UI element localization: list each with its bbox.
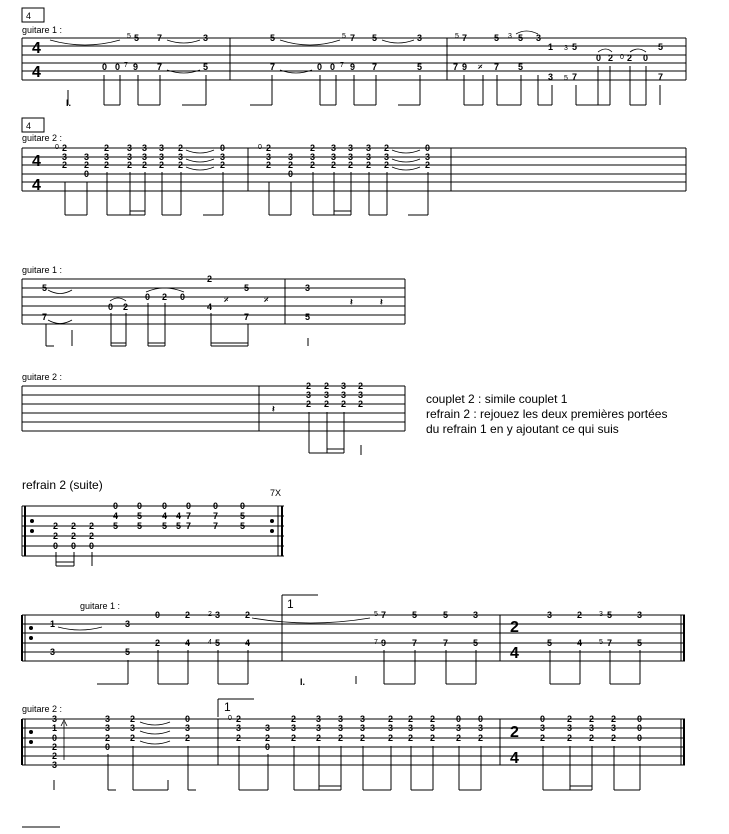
svg-text:3: 3	[348, 152, 354, 162]
svg-text:2: 2	[52, 751, 58, 761]
svg-text:3: 3	[305, 283, 311, 293]
system-5	[22, 595, 685, 790]
svg-text:2: 2	[236, 714, 242, 724]
svg-text:0: 0	[265, 742, 271, 752]
svg-text:2: 2	[366, 160, 372, 170]
svg-text:1: 1	[52, 723, 58, 733]
svg-text:2: 2	[291, 733, 297, 743]
svg-text:5: 5	[607, 610, 613, 620]
svg-text:5: 5	[518, 62, 524, 72]
svg-text:3: 3	[142, 143, 148, 153]
svg-text:2: 2	[220, 160, 226, 170]
svg-text:3: 3	[508, 33, 512, 40]
svg-text:3: 3	[384, 152, 390, 162]
svg-text:3: 3	[105, 714, 111, 724]
refrain-suite	[22, 478, 284, 566]
rhythm-stems	[65, 172, 428, 215]
svg-text:3: 3	[341, 381, 347, 391]
svg-text:7: 7	[607, 638, 613, 648]
svg-text:2: 2	[185, 610, 191, 620]
svg-text:3: 3	[425, 152, 431, 162]
svg-text:7: 7	[340, 62, 344, 69]
svg-text:2: 2	[130, 714, 136, 724]
svg-text:0: 0	[637, 723, 643, 733]
svg-text:2: 2	[388, 714, 394, 724]
svg-text:3: 3	[540, 723, 546, 733]
svg-text:2: 2	[478, 733, 484, 743]
slash-mark: I.	[300, 677, 306, 687]
svg-text:2: 2	[105, 733, 111, 743]
svg-text:0: 0	[643, 53, 649, 63]
svg-text:3: 3	[348, 143, 354, 153]
time-sig-top: 2	[510, 619, 519, 636]
svg-text:2: 2	[185, 733, 191, 743]
svg-text:0: 0	[102, 62, 108, 72]
system-1	[22, 8, 686, 108]
svg-text:2: 2	[123, 302, 129, 312]
svg-text:2: 2	[155, 638, 161, 648]
svg-text:0: 0	[71, 541, 77, 551]
svg-text:7: 7	[453, 62, 459, 72]
svg-text:2: 2	[408, 714, 414, 724]
svg-text:2: 2	[589, 714, 595, 724]
svg-text:4: 4	[245, 638, 251, 648]
rest-icon: 𝄽	[380, 297, 383, 307]
svg-text:5: 5	[137, 511, 143, 521]
svg-text:2: 2	[71, 521, 77, 531]
svg-text:5: 5	[518, 33, 524, 43]
svg-text:3: 3	[331, 143, 337, 153]
svg-text:2: 2	[324, 399, 330, 409]
svg-text:4: 4	[207, 302, 213, 312]
svg-text:0: 0	[186, 501, 192, 511]
svg-text:4: 4	[113, 511, 119, 521]
svg-text:0: 0	[620, 54, 624, 61]
svg-text:0: 0	[637, 714, 643, 724]
svg-text:2: 2	[430, 733, 436, 743]
svg-text:2: 2	[324, 381, 330, 391]
svg-text:0: 0	[52, 733, 58, 743]
g2-notes	[52, 714, 642, 770]
svg-text:0: 0	[55, 144, 59, 151]
svg-text:0: 0	[456, 714, 462, 724]
svg-text:5: 5	[215, 638, 221, 648]
svg-text:0: 0	[213, 501, 219, 511]
svg-text:3: 3	[567, 723, 573, 733]
svg-text:3: 3	[125, 619, 131, 629]
svg-text:3: 3	[417, 33, 423, 43]
svg-text:3: 3	[62, 152, 68, 162]
svg-text:2: 2	[236, 733, 242, 743]
svg-text:3: 3	[408, 723, 414, 733]
svg-text:5: 5	[134, 33, 140, 43]
measure-3	[453, 31, 663, 105]
svg-text:2: 2	[208, 611, 212, 618]
svg-text:3: 3	[338, 723, 344, 733]
svg-text:4: 4	[208, 639, 212, 646]
ghost-strum-icon: 𝄎	[224, 295, 229, 305]
svg-text:3: 3	[178, 152, 184, 162]
rest-icon: 𝄽	[272, 404, 275, 414]
svg-text:5: 5	[658, 42, 664, 52]
svg-text:2: 2	[358, 381, 364, 391]
svg-text:2: 2	[104, 143, 110, 153]
svg-text:2: 2	[608, 53, 614, 63]
svg-text:2: 2	[316, 733, 322, 743]
svg-text:0: 0	[258, 144, 262, 151]
svg-text:3: 3	[236, 723, 242, 733]
time-sig-bottom: 4	[510, 645, 519, 662]
svg-text:2: 2	[265, 733, 271, 743]
svg-text:5: 5	[240, 511, 246, 521]
svg-text:3: 3	[215, 610, 221, 620]
svg-text:3: 3	[185, 723, 191, 733]
svg-text:7: 7	[270, 62, 276, 72]
svg-text:0: 0	[478, 714, 484, 724]
guitar2-label: guitare 2 :	[22, 133, 63, 143]
svg-text:5: 5	[455, 33, 459, 40]
guitar1-label: guitare 1 :	[22, 25, 63, 35]
ghost-strum-icon: 𝄎	[478, 62, 483, 72]
guitar1-label: guitare 1 :	[22, 265, 63, 275]
svg-text:2: 2	[577, 610, 583, 620]
svg-text:3: 3	[360, 714, 366, 724]
svg-text:2: 2	[207, 274, 213, 284]
staff-lines	[22, 148, 686, 191]
svg-text:2: 2	[611, 733, 617, 743]
svg-text:2: 2	[53, 531, 59, 541]
svg-text:2: 2	[127, 160, 133, 170]
svg-text:2: 2	[589, 733, 595, 743]
svg-text:3: 3	[105, 723, 111, 733]
svg-text:0: 0	[637, 733, 643, 743]
volta-number-g2: 1	[224, 700, 231, 714]
svg-text:5: 5	[244, 283, 250, 293]
svg-text:2: 2	[388, 733, 394, 743]
ghost-strum-icon: 𝄎	[264, 295, 269, 305]
time-sig-bottom: 4	[32, 177, 41, 194]
svg-text:2: 2	[567, 714, 573, 724]
volta-number: 1	[287, 597, 294, 611]
svg-text:0: 0	[155, 610, 161, 620]
svg-text:3: 3	[478, 723, 484, 733]
svg-text:0: 0	[113, 501, 119, 511]
svg-text:5: 5	[137, 521, 143, 531]
svg-text:5: 5	[547, 638, 553, 648]
guitar1-label: guitare 1 :	[80, 601, 121, 611]
svg-text:2: 2	[84, 160, 90, 170]
svg-text:9: 9	[381, 638, 387, 648]
svg-text:3: 3	[142, 152, 148, 162]
svg-text:7: 7	[443, 638, 449, 648]
svg-text:2: 2	[178, 160, 184, 170]
svg-text:3: 3	[360, 723, 366, 733]
svg-text:2: 2	[52, 742, 58, 752]
svg-text:2: 2	[456, 733, 462, 743]
svg-text:2: 2	[130, 733, 136, 743]
repeat-count-marker: 7X	[270, 488, 282, 498]
svg-text:2: 2	[104, 160, 110, 170]
svg-text:3: 3	[358, 390, 364, 400]
note-line-1: couplet 2 : simile couplet 1	[426, 392, 568, 406]
svg-text:0: 0	[162, 501, 168, 511]
svg-text:0: 0	[105, 742, 111, 752]
svg-text:3: 3	[456, 723, 462, 733]
svg-text:0: 0	[596, 53, 602, 63]
time-sig-bottom-g2: 4	[510, 750, 519, 767]
svg-text:3: 3	[589, 723, 595, 733]
svg-text:3: 3	[388, 723, 394, 733]
svg-text:0: 0	[180, 292, 186, 302]
staff-lines-g1	[22, 279, 405, 324]
svg-text:3: 3	[310, 152, 316, 162]
svg-text:3: 3	[324, 390, 330, 400]
svg-text:2: 2	[71, 531, 77, 541]
time-sig-top: 4	[32, 40, 41, 57]
svg-text:5: 5	[599, 639, 603, 646]
measure-2	[250, 33, 422, 105]
svg-text:5: 5	[203, 62, 209, 72]
svg-text:2: 2	[89, 531, 95, 541]
svg-text:7: 7	[658, 72, 664, 82]
time-sig-top-g2: 2	[510, 724, 519, 741]
rest-icon: 𝄽	[350, 297, 353, 307]
staff-lines-g2	[22, 719, 685, 765]
svg-text:7: 7	[213, 521, 219, 531]
svg-text:7: 7	[244, 312, 250, 322]
svg-text:0: 0	[53, 541, 59, 551]
svg-text:7: 7	[494, 62, 500, 72]
svg-text:3: 3	[52, 760, 58, 770]
svg-text:3: 3	[306, 390, 312, 400]
svg-text:3: 3	[637, 610, 643, 620]
svg-text:0: 0	[89, 541, 95, 551]
refrain-suite-title: refrain 2 (suite)	[22, 478, 103, 492]
time-sig-bottom: 4	[32, 64, 41, 81]
svg-text:5: 5	[412, 610, 418, 620]
svg-text:4: 4	[176, 511, 182, 521]
svg-text:5: 5	[176, 521, 182, 531]
svg-text:3: 3	[338, 714, 344, 724]
svg-text:2: 2	[62, 160, 68, 170]
svg-text:3: 3	[220, 152, 226, 162]
svg-text:3: 3	[159, 152, 165, 162]
svg-text:5: 5	[305, 312, 311, 322]
svg-text:7: 7	[124, 62, 128, 69]
svg-text:1: 1	[50, 619, 56, 629]
staff-lines	[22, 38, 686, 80]
svg-text:2: 2	[89, 521, 95, 531]
svg-text:0: 0	[540, 714, 546, 724]
svg-text:5: 5	[342, 33, 346, 40]
svg-text:3: 3	[52, 714, 58, 724]
svg-text:3: 3	[265, 723, 271, 733]
svg-text:5: 5	[572, 42, 578, 52]
svg-text:5: 5	[372, 33, 378, 43]
svg-text:2: 2	[53, 521, 59, 531]
svg-text:4: 4	[577, 638, 583, 648]
svg-text:5: 5	[42, 283, 48, 293]
svg-text:0: 0	[288, 169, 294, 179]
svg-text:0: 0	[137, 501, 143, 511]
strum-arrow-icon	[61, 720, 67, 760]
svg-text:7: 7	[350, 33, 356, 43]
note-line-3: du refrain 1 en y ajoutant ce qui suis	[426, 422, 619, 436]
svg-text:2: 2	[288, 160, 294, 170]
svg-text:3: 3	[84, 152, 90, 162]
svg-text:5: 5	[637, 638, 643, 648]
system-2	[22, 118, 686, 215]
svg-text:2: 2	[540, 733, 546, 743]
svg-text:3: 3	[366, 143, 372, 153]
svg-text:5: 5	[417, 62, 423, 72]
instructions-note	[426, 392, 667, 436]
svg-text:0: 0	[185, 714, 191, 724]
svg-text:0: 0	[84, 169, 90, 179]
svg-text:2: 2	[306, 381, 312, 391]
svg-text:5: 5	[564, 75, 568, 82]
svg-text:0: 0	[317, 62, 323, 72]
svg-text:2: 2	[611, 714, 617, 724]
svg-text:0: 0	[220, 143, 226, 153]
svg-text:2: 2	[159, 160, 165, 170]
svg-text:2: 2	[310, 160, 316, 170]
svg-text:2: 2	[430, 714, 436, 724]
svg-text:3: 3	[473, 610, 479, 620]
svg-text:2: 2	[358, 399, 364, 409]
svg-text:0: 0	[425, 143, 431, 153]
svg-text:3: 3	[547, 610, 553, 620]
svg-text:5: 5	[240, 521, 246, 531]
svg-text:3: 3	[203, 33, 209, 43]
tempo-box-number: 4	[26, 121, 32, 131]
svg-text:5: 5	[127, 33, 131, 40]
svg-text:3: 3	[50, 647, 56, 657]
svg-text:2: 2	[291, 714, 297, 724]
svg-text:2: 2	[408, 733, 414, 743]
svg-text:2: 2	[341, 399, 347, 409]
svg-text:2: 2	[245, 610, 251, 620]
svg-text:2: 2	[338, 733, 344, 743]
svg-text:3: 3	[430, 723, 436, 733]
svg-text:0: 0	[330, 62, 336, 72]
svg-text:5: 5	[473, 638, 479, 648]
svg-text:3: 3	[291, 723, 297, 733]
svg-text:7: 7	[157, 62, 163, 72]
svg-text:3: 3	[548, 72, 554, 82]
svg-text:3: 3	[130, 723, 136, 733]
svg-text:2: 2	[310, 143, 316, 153]
svg-text:7: 7	[186, 521, 192, 531]
svg-text:5: 5	[113, 521, 119, 531]
svg-text:0: 0	[108, 302, 114, 312]
svg-text:5: 5	[125, 647, 131, 657]
svg-text:3: 3	[331, 152, 337, 162]
svg-text:4: 4	[185, 638, 191, 648]
svg-text:7: 7	[213, 511, 219, 521]
svg-text:2: 2	[567, 733, 573, 743]
svg-text:1: 1	[548, 42, 554, 52]
svg-text:3: 3	[564, 45, 568, 52]
system-3	[22, 265, 405, 455]
svg-text:3: 3	[159, 143, 165, 153]
svg-text:5: 5	[443, 610, 449, 620]
guitar2-label: guitare 2 :	[22, 372, 63, 382]
svg-text:3: 3	[127, 152, 133, 162]
svg-text:3: 3	[599, 611, 603, 618]
svg-text:7: 7	[572, 72, 578, 82]
svg-text:7: 7	[372, 62, 378, 72]
svg-text:2: 2	[384, 143, 390, 153]
svg-text:3: 3	[316, 714, 322, 724]
svg-text:5: 5	[494, 33, 500, 43]
svg-text:7: 7	[412, 638, 418, 648]
svg-text:7: 7	[462, 33, 468, 43]
svg-text:9: 9	[350, 62, 356, 72]
svg-text:2: 2	[266, 160, 272, 170]
note-line-2: refrain 2 : rejouez les deux premières portées	[426, 407, 668, 421]
svg-text:2: 2	[627, 53, 633, 63]
svg-text:3: 3	[288, 152, 294, 162]
svg-text:3: 3	[611, 723, 617, 733]
svg-text:2: 2	[306, 399, 312, 409]
svg-text:3: 3	[127, 143, 133, 153]
svg-text:5: 5	[270, 33, 276, 43]
svg-text:2: 2	[348, 160, 354, 170]
svg-text:2: 2	[142, 160, 148, 170]
svg-text:7: 7	[42, 312, 48, 322]
svg-text:3: 3	[536, 33, 542, 43]
svg-text:4: 4	[162, 511, 168, 521]
svg-text:0: 0	[145, 292, 151, 302]
svg-text:3: 3	[366, 152, 372, 162]
slash-mark: I.	[66, 98, 72, 108]
svg-text:9: 9	[462, 62, 468, 72]
svg-text:2: 2	[162, 292, 168, 302]
svg-text:7: 7	[186, 511, 192, 521]
svg-text:2: 2	[62, 143, 68, 153]
guitar2-label: guitare 2 :	[22, 704, 63, 714]
svg-text:2: 2	[266, 143, 272, 153]
staff-lines-g2	[22, 386, 405, 431]
svg-text:2: 2	[360, 733, 366, 743]
svg-text:3: 3	[316, 723, 322, 733]
svg-text:7: 7	[374, 639, 378, 646]
svg-text:2: 2	[425, 160, 431, 170]
svg-text:9: 9	[133, 62, 139, 72]
svg-text:2: 2	[384, 160, 390, 170]
svg-text:3: 3	[266, 152, 272, 162]
tempo-box-number: 4	[26, 11, 32, 21]
svg-text:5: 5	[374, 611, 378, 618]
staff-lines-g1	[22, 615, 685, 661]
svg-text:0: 0	[240, 501, 246, 511]
svg-text:7: 7	[157, 33, 163, 43]
svg-text:5: 5	[162, 521, 168, 531]
svg-text:2: 2	[331, 160, 337, 170]
svg-text:3: 3	[104, 152, 110, 162]
svg-text:3: 3	[341, 390, 347, 400]
svg-text:0: 0	[228, 715, 232, 722]
svg-text:2: 2	[178, 143, 184, 153]
time-sig-top: 4	[32, 153, 41, 170]
svg-text:7: 7	[381, 610, 387, 620]
svg-text:0: 0	[115, 62, 121, 72]
